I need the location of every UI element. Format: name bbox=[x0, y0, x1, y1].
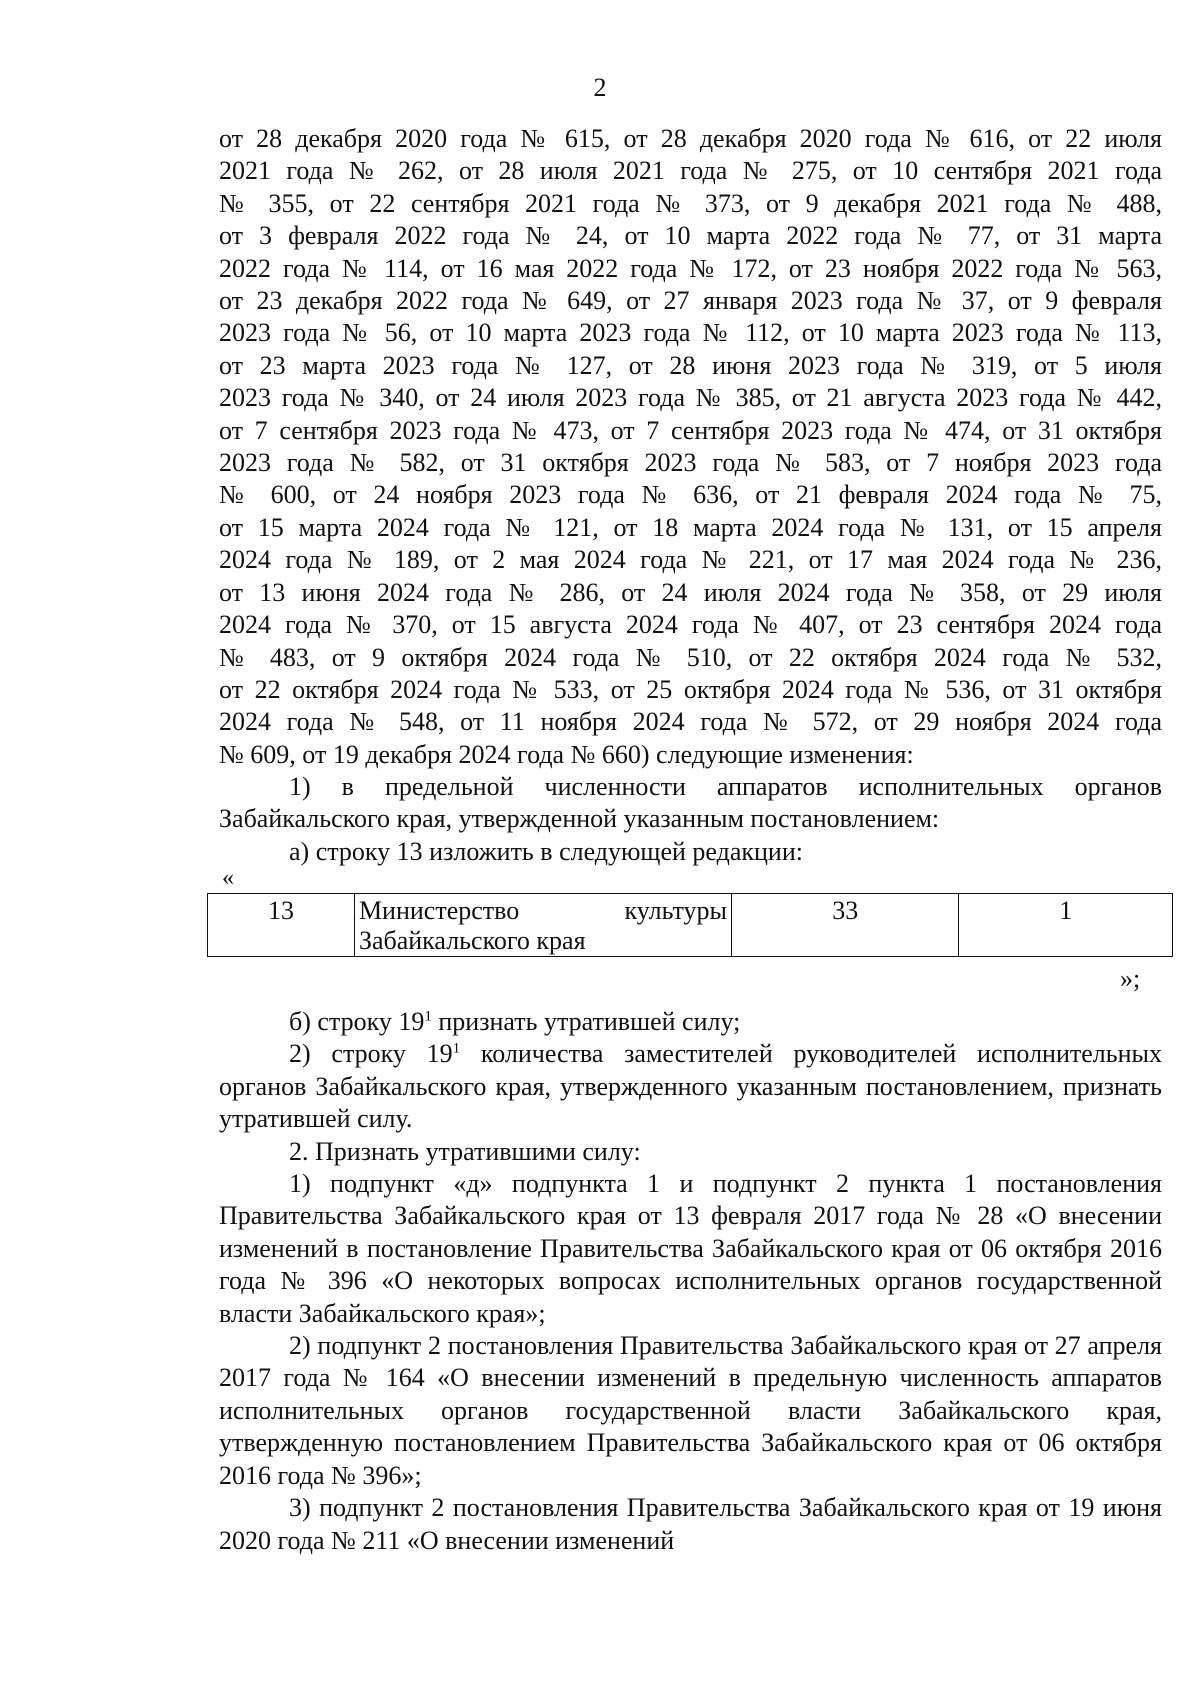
section-2-item-1: 1) подпункт «д» подпункта 1 и подпункт 2 пункта 1 постановления Правительства Забайкальского края от 13 февраля 2017 года № 28 «О внесении изменений в постановление Правительства Забайкальского края от 06 октября 2016 года № 396 «О некоторых вопросах исполнительных органов государственной власти Забайкальского края»; bbox=[219, 1169, 1162, 1328]
item-1-text: 1) в предельной численности аппаратов исполнительных органов Забайкальского края, утвержденной указанным постановлением: bbox=[219, 772, 1162, 834]
list-line: № 600, от 24 ноября 2023 года № 636, от 21 февраля 2024 года № 75, bbox=[219, 480, 1162, 510]
item-2-pre: 2) строку 19 bbox=[289, 1039, 453, 1069]
item-1 bbox=[219, 771, 1162, 868]
list-line: от 22 октября 2024 года № 533, от 25 октября 2024 года № 536, от 31 октября bbox=[219, 674, 1162, 704]
opening-quote: « bbox=[222, 865, 234, 891]
list-line: 2023 года № 582, от 31 октября 2023 года № 583, от 7 ноября 2023 года bbox=[219, 448, 1162, 478]
list-line: 2021 года № 262, от 28 июля 2021 года № 275, от 10 сентября 2021 года bbox=[219, 156, 1162, 186]
section-2-title: 2. Признать утратившими силу: bbox=[289, 1136, 641, 1166]
list-line: от 15 марта 2024 года № 121, от 18 марта 2024 года № 131, от 15 апреля bbox=[219, 512, 1162, 542]
list-line: от 7 сентября 2023 года № 473, от 7 сентября 2023 года № 474, от 31 октября bbox=[219, 415, 1162, 445]
item-1a-text: а) строку 13 изложить в следующей редакции: bbox=[289, 836, 803, 866]
item-2-text bbox=[219, 1038, 1162, 1135]
list-line: 2022 года № 114, от 16 мая 2022 года № 172, от 23 ноября 2022 года № 563, bbox=[219, 253, 1162, 283]
list-line: от 23 марта 2023 года № 127, от 28 июня 2023 года № 319, от 5 июля bbox=[219, 350, 1162, 380]
list-line: № 483, от 9 октября 2024 года № 510, от 22 октября 2024 года № 532, bbox=[219, 642, 1162, 672]
items-continued bbox=[219, 1006, 1162, 1557]
page-number: 2 bbox=[593, 73, 607, 102]
item-2-post: количества заместителей руководителей исполнительных органов Забайкальского края, утвержденного указанным постановлением, признать утратившей силу. bbox=[219, 1039, 1162, 1134]
list-line: 2024 года № 548, от 11 ноября 2024 года № 572, от 29 ноября 2024 года bbox=[219, 707, 1162, 737]
list-line: 2023 года № 340, от 24 июля 2023 года № 385, от 21 августа 2023 года № 442, bbox=[219, 383, 1162, 413]
section-2-item-3: 3) подпункт 2 постановления Правительства Забайкальского края от 19 июня 2020 года № 211 «О внесении изменений bbox=[219, 1493, 1162, 1555]
amendments-list bbox=[219, 123, 1162, 771]
item-1b-pre: б) строку 19 bbox=[289, 1007, 425, 1036]
table-row bbox=[208, 894, 1173, 957]
row-name-line2: Забайкальского края bbox=[358, 926, 586, 955]
row-name-cell bbox=[354, 894, 731, 957]
item-2-superscript: 1 bbox=[452, 1040, 461, 1057]
list-line: от 3 февраля 2022 года № 24, от 10 марта 2022 года № 77, от 31 марта bbox=[219, 221, 1162, 251]
replacement-row-table bbox=[207, 893, 1173, 957]
list-line: 2024 года № 189, от 2 мая 2024 года № 221, от 17 мая 2024 года № 236, bbox=[219, 545, 1162, 575]
row-number-cell: 13 bbox=[208, 894, 355, 957]
section-2-item-2: 2) подпункт 2 постановления Правительства Забайкальского края от 27 апреля 2017 года № 164 «О внесении изменений в предельную численность аппаратов исполнительных органов государственной власти Забайкальского края, утвержденную постановлением Правительства Забайкальского края от 06 октября 2016 года № 396»; bbox=[219, 1331, 1162, 1490]
closing-quote: »; bbox=[1120, 964, 1141, 993]
row-name-word2: культуры bbox=[624, 896, 727, 925]
list-line: № 355, от 22 сентября 2021 года № 373, от 9 декабря 2021 года № 488, bbox=[219, 188, 1162, 218]
list-line: 2024 года № 370, от 15 августа 2024 года № 407, от 23 сентября 2024 года bbox=[219, 610, 1162, 640]
list-line: от 13 июня 2024 года № 286, от 24 июля 2024 года № 358, от 29 июля bbox=[219, 577, 1162, 607]
row-value1-cell: 33 bbox=[732, 894, 959, 957]
list-line: № 609, от 19 декабря 2024 года № 660) следующие изменения: bbox=[219, 739, 914, 769]
row-value2-cell: 1 bbox=[959, 894, 1173, 957]
list-line: от 28 декабря 2020 года № 615, от 28 декабря 2020 года № 616, от 22 июля bbox=[219, 124, 1162, 153]
list-line: от 23 декабря 2022 года № 649, от 27 января 2023 года № 37, от 9 февраля bbox=[219, 286, 1162, 316]
list-line: 2023 года № 56, от 10 марта 2023 года № 112, от 10 марта 2023 года № 113, bbox=[219, 318, 1162, 348]
item-1b-post: признать утратившей силу; bbox=[431, 1007, 741, 1036]
item-1b-text bbox=[219, 1006, 1162, 1038]
item-1b-superscript: 1 bbox=[424, 1008, 432, 1025]
row-name-word1: Министерство bbox=[358, 896, 520, 925]
